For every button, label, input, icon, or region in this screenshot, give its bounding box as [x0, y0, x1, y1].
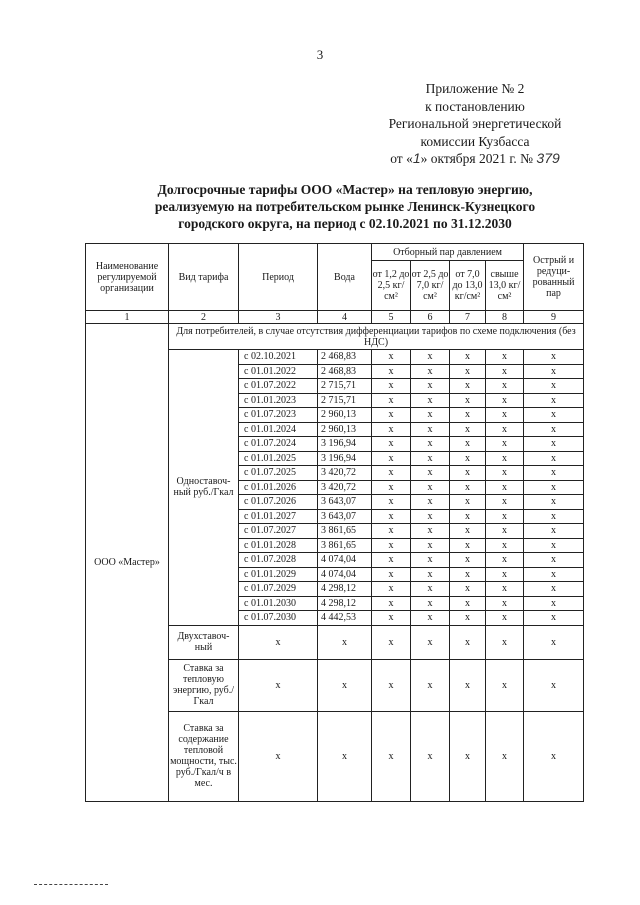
- empty-mark-cell: x: [411, 538, 450, 553]
- water-tariff-cell: 2 960,13: [318, 408, 372, 423]
- water-tariff-cell: 3 643,07: [318, 495, 372, 510]
- period-cell: с 01.01.2030: [239, 596, 318, 611]
- empty-mark-cell: x: [486, 567, 524, 582]
- organization-name: ООО «Мастер»: [86, 324, 169, 802]
- column-number: 8: [486, 311, 524, 324]
- empty-mark-cell: x: [372, 364, 411, 379]
- empty-mark-cell: x: [372, 480, 411, 495]
- period-cell: с 01.01.2027: [239, 509, 318, 524]
- water-tariff-cell: 3 643,07: [318, 509, 372, 524]
- empty-mark-cell: x: [450, 466, 486, 481]
- period-cell: с 01.07.2028: [239, 553, 318, 568]
- date-prefix: от «: [390, 151, 413, 166]
- period-cell: с 01.01.2024: [239, 422, 318, 437]
- empty-mark-cell: x: [411, 625, 450, 659]
- column-number: 5: [372, 311, 411, 324]
- empty-mark-cell: x: [411, 524, 450, 539]
- empty-mark-cell: x: [486, 437, 524, 452]
- empty-mark-cell: x: [372, 567, 411, 582]
- empty-mark-cell: x: [486, 711, 524, 801]
- empty-mark-cell: x: [524, 553, 584, 568]
- appendix-line-2: к постановлению: [425, 98, 525, 114]
- empty-mark-cell: x: [524, 466, 584, 481]
- empty-mark-cell: x: [450, 659, 486, 711]
- empty-mark-cell: x: [411, 364, 450, 379]
- empty-mark-cell: x: [411, 509, 450, 524]
- empty-mark-cell: x: [372, 538, 411, 553]
- empty-mark-cell: x: [524, 596, 584, 611]
- empty-mark-cell: x: [486, 596, 524, 611]
- empty-mark-cell: x: [486, 495, 524, 510]
- empty-mark-cell: x: [372, 625, 411, 659]
- empty-mark-cell: x: [318, 625, 372, 659]
- empty-mark-cell: x: [450, 480, 486, 495]
- water-tariff-cell: 4 298,12: [318, 582, 372, 597]
- empty-mark-cell: x: [372, 408, 411, 423]
- empty-mark-cell: x: [450, 408, 486, 423]
- empty-mark-cell: x: [450, 495, 486, 510]
- water-tariff-cell: 3 420,72: [318, 480, 372, 495]
- empty-mark-cell: x: [486, 524, 524, 539]
- period-cell: с 01.07.2027: [239, 524, 318, 539]
- appendix-date-line: [360, 150, 590, 168]
- empty-mark-cell: x: [318, 711, 372, 801]
- empty-mark-cell: x: [411, 422, 450, 437]
- rate-capacity-label: Ставка за содержание тепловой мощности, тыс. руб./Гкал/ч в мес.: [169, 711, 239, 801]
- period-cell: с 01.01.2026: [239, 480, 318, 495]
- empty-mark-cell: x: [486, 364, 524, 379]
- empty-mark-cell: x: [372, 582, 411, 597]
- water-tariff-cell: 3 196,94: [318, 437, 372, 452]
- period-cell: с 01.07.2025: [239, 466, 318, 481]
- empty-mark-cell: x: [524, 711, 584, 801]
- empty-mark-cell: x: [450, 437, 486, 452]
- empty-mark-cell: x: [486, 509, 524, 524]
- empty-mark-cell: x: [411, 393, 450, 408]
- empty-mark-cell: x: [524, 408, 584, 423]
- empty-mark-cell: x: [450, 711, 486, 801]
- date-mid: » октября 2021 г. №: [420, 151, 534, 166]
- empty-mark-cell: x: [486, 379, 524, 394]
- empty-mark-cell: x: [411, 567, 450, 582]
- two-part-tariff-label: Двухставоч-ный: [169, 625, 239, 659]
- water-tariff-cell: 4 074,04: [318, 553, 372, 568]
- empty-mark-cell: x: [524, 567, 584, 582]
- empty-mark-cell: x: [318, 659, 372, 711]
- water-tariff-cell: 4 442,53: [318, 611, 372, 626]
- empty-mark-cell: x: [486, 611, 524, 626]
- appendix-header: [360, 80, 590, 168]
- period-cell: с 01.07.2026: [239, 495, 318, 510]
- empty-mark-cell: x: [450, 611, 486, 626]
- empty-mark-cell: x: [524, 538, 584, 553]
- period-cell: с 01.01.2029: [239, 567, 318, 582]
- period-cell: с 01.01.2025: [239, 451, 318, 466]
- empty-mark-cell: x: [450, 582, 486, 597]
- header-water: Вода: [318, 244, 372, 311]
- empty-mark-cell: x: [450, 422, 486, 437]
- empty-mark-cell: x: [411, 495, 450, 510]
- document-number-handwritten: 379: [536, 150, 560, 166]
- empty-mark-cell: x: [411, 350, 450, 365]
- title-line-3: городского округа, на период с 02.10.2021 по 31.12.2030: [178, 216, 512, 231]
- page-number: 3: [316, 47, 324, 62]
- empty-mark-cell: x: [372, 393, 411, 408]
- water-tariff-cell: 3 861,65: [318, 524, 372, 539]
- column-number: 3: [239, 311, 318, 324]
- empty-mark-cell: x: [372, 422, 411, 437]
- date-day-handwritten: 1: [412, 150, 421, 166]
- empty-mark-cell: x: [524, 364, 584, 379]
- empty-mark-cell: x: [524, 625, 584, 659]
- empty-mark-cell: x: [372, 611, 411, 626]
- empty-mark-cell: x: [524, 422, 584, 437]
- water-tariff-cell: 4 074,04: [318, 567, 372, 582]
- water-tariff-cell: 2 715,71: [318, 393, 372, 408]
- empty-mark-cell: x: [450, 350, 486, 365]
- header-tariff-type: Вид тарифа: [169, 244, 239, 311]
- section-title: Для потребителей, в случае отсутствия дифференциации тарифов по схеме подключения (без НДС): [169, 324, 584, 350]
- empty-mark-cell: x: [486, 659, 524, 711]
- empty-mark-cell: x: [524, 659, 584, 711]
- period-cell: с 01.07.2029: [239, 582, 318, 597]
- empty-mark-cell: x: [450, 625, 486, 659]
- empty-mark-cell: x: [524, 350, 584, 365]
- empty-mark-cell: x: [486, 451, 524, 466]
- empty-mark-cell: x: [486, 553, 524, 568]
- empty-mark-cell: x: [524, 480, 584, 495]
- empty-mark-cell: x: [372, 509, 411, 524]
- empty-mark-cell: x: [411, 480, 450, 495]
- empty-mark-cell: x: [524, 437, 584, 452]
- empty-mark-cell: x: [486, 422, 524, 437]
- water-tariff-cell: 2 468,83: [318, 364, 372, 379]
- water-tariff-cell: 3 861,65: [318, 538, 372, 553]
- empty-mark-cell: x: [524, 393, 584, 408]
- column-number: 2: [169, 311, 239, 324]
- period-cell: с 01.07.2024: [239, 437, 318, 452]
- footer-divider: [34, 884, 108, 885]
- period-cell: с 01.01.2028: [239, 538, 318, 553]
- empty-mark-cell: x: [411, 553, 450, 568]
- empty-mark-cell: x: [450, 393, 486, 408]
- empty-mark-cell: x: [372, 495, 411, 510]
- water-tariff-cell: 3 420,72: [318, 466, 372, 481]
- empty-mark-cell: x: [450, 553, 486, 568]
- empty-mark-cell: x: [411, 466, 450, 481]
- empty-mark-cell: x: [524, 611, 584, 626]
- tariff-table: [85, 243, 584, 802]
- empty-mark-cell: x: [372, 350, 411, 365]
- empty-mark-cell: x: [372, 596, 411, 611]
- title-line-2: реализуемую на потребительском рынке Ленинск-Кузнецкого: [154, 199, 536, 214]
- water-tariff-cell: 2 715,71: [318, 379, 372, 394]
- period-cell: с 01.01.2022: [239, 364, 318, 379]
- water-tariff-cell: 2 960,13: [318, 422, 372, 437]
- empty-mark-cell: x: [524, 582, 584, 597]
- empty-mark-cell: x: [411, 437, 450, 452]
- water-tariff-cell: 2 468,83: [318, 350, 372, 365]
- document-title: [110, 181, 580, 232]
- empty-mark-cell: x: [411, 379, 450, 394]
- empty-mark-cell: x: [411, 711, 450, 801]
- empty-mark-cell: x: [524, 509, 584, 524]
- header-sharp-steam: Острый и редуци-рованный пар: [524, 244, 584, 311]
- title-line-1: Долгосрочные тарифы ООО «Мастер» на тепловую энергию,: [157, 182, 533, 197]
- period-cell: с 01.01.2023: [239, 393, 318, 408]
- empty-mark-cell: x: [486, 350, 524, 365]
- empty-mark-cell: x: [372, 379, 411, 394]
- column-number: 6: [411, 311, 450, 324]
- empty-mark-cell: x: [239, 659, 318, 711]
- empty-mark-cell: x: [372, 451, 411, 466]
- empty-mark-cell: x: [486, 538, 524, 553]
- header-org: Наименование регулируемой организации: [86, 244, 169, 311]
- period-cell: с 01.07.2030: [239, 611, 318, 626]
- empty-mark-cell: x: [372, 524, 411, 539]
- empty-mark-cell: x: [486, 393, 524, 408]
- rate-energy-label: Ставка за тепловую энергию, руб./Гкал: [169, 659, 239, 711]
- period-cell: с 01.07.2022: [239, 379, 318, 394]
- empty-mark-cell: x: [239, 625, 318, 659]
- empty-mark-cell: x: [372, 437, 411, 452]
- empty-mark-cell: x: [450, 364, 486, 379]
- empty-mark-cell: x: [411, 408, 450, 423]
- period-cell: с 01.07.2023: [239, 408, 318, 423]
- empty-mark-cell: x: [372, 466, 411, 481]
- empty-mark-cell: x: [524, 379, 584, 394]
- empty-mark-cell: x: [486, 466, 524, 481]
- empty-mark-cell: x: [450, 567, 486, 582]
- empty-mark-cell: x: [524, 524, 584, 539]
- empty-mark-cell: x: [450, 524, 486, 539]
- empty-mark-cell: x: [239, 711, 318, 801]
- empty-mark-cell: x: [450, 379, 486, 394]
- column-number: 9: [524, 311, 584, 324]
- empty-mark-cell: x: [411, 596, 450, 611]
- empty-mark-cell: x: [411, 582, 450, 597]
- period-cell: с 02.10.2021: [239, 350, 318, 365]
- empty-mark-cell: x: [450, 509, 486, 524]
- appendix-line-4: комиссии Кузбасса: [420, 133, 530, 149]
- column-number: 1: [86, 311, 169, 324]
- header-pressure-1: от 1,2 до 2,5 кг/см²: [372, 261, 411, 311]
- empty-mark-cell: x: [411, 451, 450, 466]
- appendix-line-1: Приложение № 2: [425, 81, 525, 96]
- empty-mark-cell: x: [486, 480, 524, 495]
- appendix-line-3: Региональной энергетической: [388, 116, 562, 131]
- empty-mark-cell: x: [450, 451, 486, 466]
- one-part-tariff-label: Одноставоч-ный руб./Гкал: [169, 350, 239, 626]
- empty-mark-cell: x: [372, 553, 411, 568]
- water-tariff-cell: 3 196,94: [318, 451, 372, 466]
- empty-mark-cell: x: [524, 451, 584, 466]
- column-number: 4: [318, 311, 372, 324]
- header-pressure-2: от 2,5 до 7,0 кг/см²: [411, 261, 450, 311]
- empty-mark-cell: x: [372, 659, 411, 711]
- empty-mark-cell: x: [411, 659, 450, 711]
- empty-mark-cell: x: [372, 711, 411, 801]
- empty-mark-cell: x: [486, 582, 524, 597]
- header-steam-group: Отборный пар давлением: [372, 244, 524, 261]
- empty-mark-cell: x: [486, 625, 524, 659]
- header-period: Период: [239, 244, 318, 311]
- empty-mark-cell: x: [486, 408, 524, 423]
- empty-mark-cell: x: [450, 596, 486, 611]
- empty-mark-cell: x: [450, 538, 486, 553]
- column-number: 7: [450, 311, 486, 324]
- empty-mark-cell: x: [411, 611, 450, 626]
- header-pressure-4: свыше 13,0 кг/см²: [486, 261, 524, 311]
- empty-mark-cell: x: [524, 495, 584, 510]
- water-tariff-cell: 4 298,12: [318, 596, 372, 611]
- header-pressure-3: от 7,0 до 13,0 кг/см²: [450, 261, 486, 311]
